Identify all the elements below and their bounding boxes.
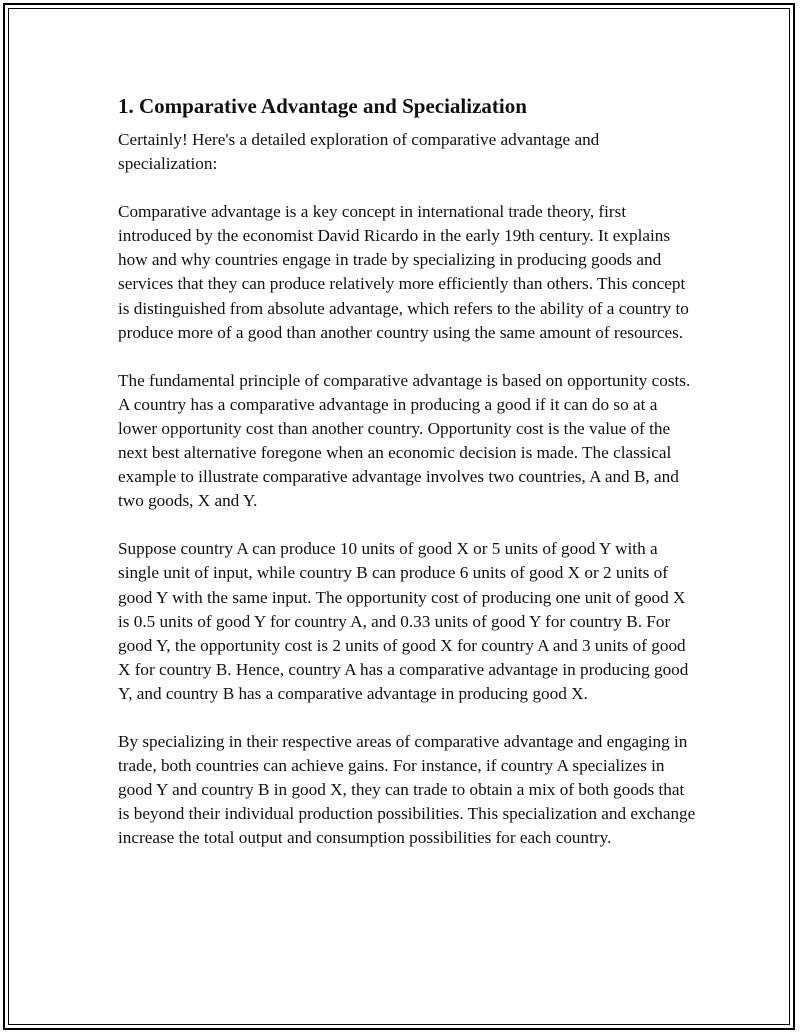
section-heading: 1. Comparative Advantage and Specialization <box>118 94 527 118</box>
paragraph-intro: Certainly! Here's a detailed exploration of comparative advantage and specialization: <box>118 130 600 174</box>
paragraph-gains-from-trade: By specializing in their respective areas of comparative advantage and engaging in trade, both countries can achieve gains. For instance, if country A specializes in good Y and country B in good X, they can trade to obtain a mix of both goods that is beyond their individual production possibilities. This specialization and exchange increase the total output and consumption possibilities for each country. <box>118 731 696 848</box>
document-body <box>118 92 698 874</box>
paragraph-example: Suppose country A can produce 10 units of good X or 5 units of good Y with a single unit of input, while country B can produce 6 units of good X or 2 units of good Y with the same input. The opportunity cost of producing one unit of good X is 0.5 units of good Y for country A, and 0.33 units of good Y for country B. For good Y, the opportunity cost is 2 units of good X for country A and 3 units of good X for country B. Hence, country A has a comparative advantage in producing good Y, and country B has a comparative advantage in producing good X. <box>118 539 689 703</box>
paragraph-definition: Comparative advantage is a key concept in international trade theory, first introduced by the economist David Ricardo in the early 19th century. It explains how and why countries engage in trade by specializing in producing goods and services that they can produce relatively more efficiently than others. This concept is distinguished from absolute advantage, which refers to the ability of a country to produce more of a good than another country using the same amount of resources. <box>118 202 689 342</box>
paragraph-opportunity-cost: The fundamental principle of comparative advantage is based on opportunity costs. A country has a comparative advantage in producing a good if it can do so at a lower opportunity cost than another country. Opportunity cost is the value of the next best alternative foregone when an economic decision is made. The classical example to illustrate comparative advantage involves two countries, A and B, and two goods, X and Y. <box>118 370 691 511</box>
